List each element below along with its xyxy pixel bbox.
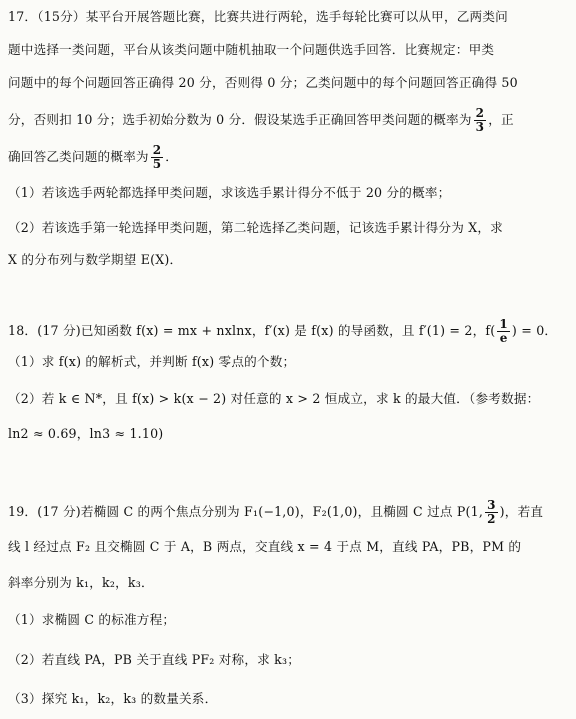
q19-fraction-d	[485, 499, 498, 526]
q19-line-1	[8, 499, 570, 526]
frac-c-num: 1	[499, 317, 508, 331]
q19-line-1-text: 19．(17 分)若椭圆 C 的两个焦点分别为 F₁(−1,0)，F₂(1,0)，且椭圆 C 过点 P(1,	[8, 504, 484, 519]
q17-part-2: （2）若该选手第一轮选择甲类问题，第二轮选择乙类问题，记该选手累计得分为 X，求	[8, 220, 503, 235]
frac-a-den: 3	[475, 120, 485, 134]
q18-line-1-tail: ) = 0．	[511, 323, 558, 338]
q19-part-1: （1）求椭圆 C 的标准方程；	[8, 612, 176, 627]
frac-d-den: 2	[487, 512, 496, 526]
q18-line-1-text: 18．(17 分)已知函数 f(x) = mx + nxlnx，f′(x) 是 f(x) 的导函数，且 f′(1) = 2，f(	[8, 323, 496, 338]
q17-line-4	[8, 107, 570, 134]
q19-part-2: （2）若直线 PA，PB 关于直线 PF₂ 对称，求 k₃；	[8, 652, 301, 667]
q19-part-3: （3）探究 k₁，k₂，k₃ 的数量关系．	[8, 691, 218, 706]
q19-line-1-tail: )，若直	[499, 504, 544, 519]
q17-fraction-a	[474, 107, 487, 134]
q17-part-1: （1）若该选手两轮都选择甲类问题，求该选手累计得分不低于 20 分的概率；	[8, 185, 451, 200]
q17-line-3: 问题中的每个问题回答正确得 20 分，否则得 0 分；乙类问题中的每个问题回答正确得 50	[8, 75, 518, 90]
q17-part-2-cont: X 的分布列与数学期望 E(X)．	[8, 252, 183, 267]
q17-line-4-tail: ，正	[488, 112, 514, 127]
q19-line-3: 斜率分别为 k₁，k₂，k₃．	[8, 575, 154, 590]
frac-b-den: 5	[152, 157, 162, 171]
q18-ref-data: ln2 ≈ 0.69，ln3 ≈ 1.10)	[8, 426, 164, 441]
q17-line-5	[8, 144, 570, 171]
q17-line-2: 题中选择一类问题，平台从该类问题中随机抽取一个问题供选手回答．比赛规定：甲类	[8, 42, 495, 57]
frac-b-num: 2	[152, 143, 162, 157]
q18-part-2: （2）若 k ∈ N*，且 f(x) > k(x − 2) 对任意的 x > 2 恒成立，求 k 的最大值．（参考数据：	[8, 391, 540, 406]
q18-line-1	[8, 318, 570, 345]
q17-line-4-text: 分，否则扣 10 分；选手初始分数为 0 分．假设某选手正确回答甲类问题的概率为	[8, 112, 472, 127]
frac-d-num: 3	[487, 498, 496, 512]
q17-line-5-text: 确回答乙类问题的概率为	[8, 149, 149, 164]
q19-line-2: 线 l 经过点 F₂ 且交椭圆 C 于 A，B 两点，交直线 x = 4 于点 M，直线 PA，PB，PM 的	[8, 539, 522, 554]
q17-fraction-b	[151, 144, 164, 171]
q17-line-1: 17．（15分）某平台开展答题比赛，比赛共进行两轮，选手每轮比赛可以从甲，乙两类问	[8, 9, 508, 24]
q17-line-5-tail: ．	[165, 149, 179, 164]
frac-a-num: 2	[475, 106, 485, 120]
q18-part-1: （1）求 f(x) 的解析式，并判断 f(x) 零点的个数；	[8, 354, 296, 369]
frac-c-den: e	[499, 331, 508, 345]
q18-fraction-c	[497, 318, 510, 345]
